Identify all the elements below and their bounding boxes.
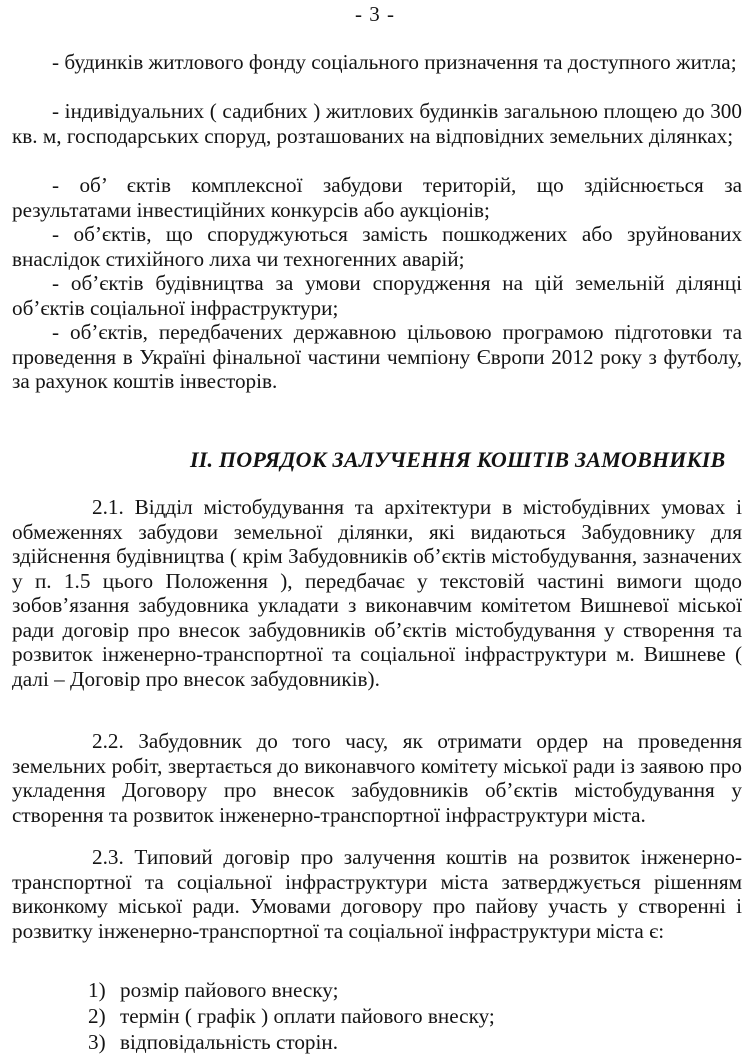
- list-item-number: 3): [88, 1030, 106, 1054]
- list-item-text: термін ( графік ) оплати пайового внеску;: [120, 1004, 495, 1028]
- paragraph-2-2: 2.2. Забудовник до того часу, як отримати ордер на проведення земельних робіт, звертається до виконавчого комітету міської ради із заявою про укладення Договору про внесок забудовників об’єктів містобудування у створення та розвиток інженерно-транспортної інфраструктури міста.: [12, 729, 742, 827]
- conditions-list: [88, 977, 495, 1055]
- page-number: - 3 -: [355, 2, 395, 26]
- list-item: [88, 977, 495, 1003]
- list-item-text: розмір пайового внеску;: [120, 978, 339, 1002]
- section-heading: ІІ. ПОРЯДОК ЗАЛУЧЕННЯ КОШТІВ ЗАМОВНИКІВ: [190, 447, 726, 472]
- list-item: [88, 1029, 495, 1055]
- list-item-euro-2012: - об’єктів, передбачених державною цільовою програмою підготовки та проведення в Україні фінальної частини чемпіону Європи 2012 року з футболу, за рахунок коштів інвесторів.: [12, 320, 742, 393]
- list-item-social-infrastructure: - об’єктів будівництва за умови спорудження на цій земельній ділянці об’єктів соціальної інфраструктури;: [12, 271, 742, 320]
- paragraph-2-1: 2.1. Відділ містобудування та архітектури в містобудівних умовах і обмеженнях забудови земельної ділянки, які видаються Забудовнику для здійснення будівництва ( крім Забудовників об’єктів містобудування, зазначених у п. 1.5 цього Положення ), передбачає у текстовій частині вимоги щодо зобов’язання забудовника укладати з виконавчим комітетом Вишневої міської ради договір про внесок забудовників об’єктів містобудування у створення та розвиток інженерно-транспортної та соціальної інфраструктури м. Вишневе ( далі – Договір про внесок забудовників).: [12, 495, 742, 691]
- list-item-number: 1): [88, 978, 106, 1002]
- paragraph-2-3: 2.3. Типовий договір про залучення коштів на розвиток інженерно-транспортної та соціальної інфраструктури міста затверджується рішенням виконкому міської ради. Умовами договору про пайову участь у створенні і розвитку інженерно-транспортної та соціальної інфраструктури міста є:: [12, 845, 742, 943]
- list-item-complex-development: - об’ єктів комплексної забудови територій, що здійснюється за результатами інвестиційних конкурсів або аукціонів;: [12, 173, 742, 222]
- list-item-disaster-replacement: - об’єктів, що споруджуються замість пошкоджених або зруйнованих внаслідок стихійного лиха чи техногенних аварій;: [12, 222, 742, 271]
- list-item: [88, 1003, 495, 1029]
- list-item-number: 2): [88, 1004, 106, 1028]
- list-item-text: відповідальність сторін.: [120, 1030, 339, 1054]
- list-item-social-housing: - будинків житлового фонду соціального призначення та доступного житла;: [52, 50, 737, 74]
- list-item-private-houses: - індивідуальних ( садибних ) житлових будинків загальною площею до 300 кв. м, господарських споруд, розташованих на відповідних земельних ділянках;: [12, 99, 742, 148]
